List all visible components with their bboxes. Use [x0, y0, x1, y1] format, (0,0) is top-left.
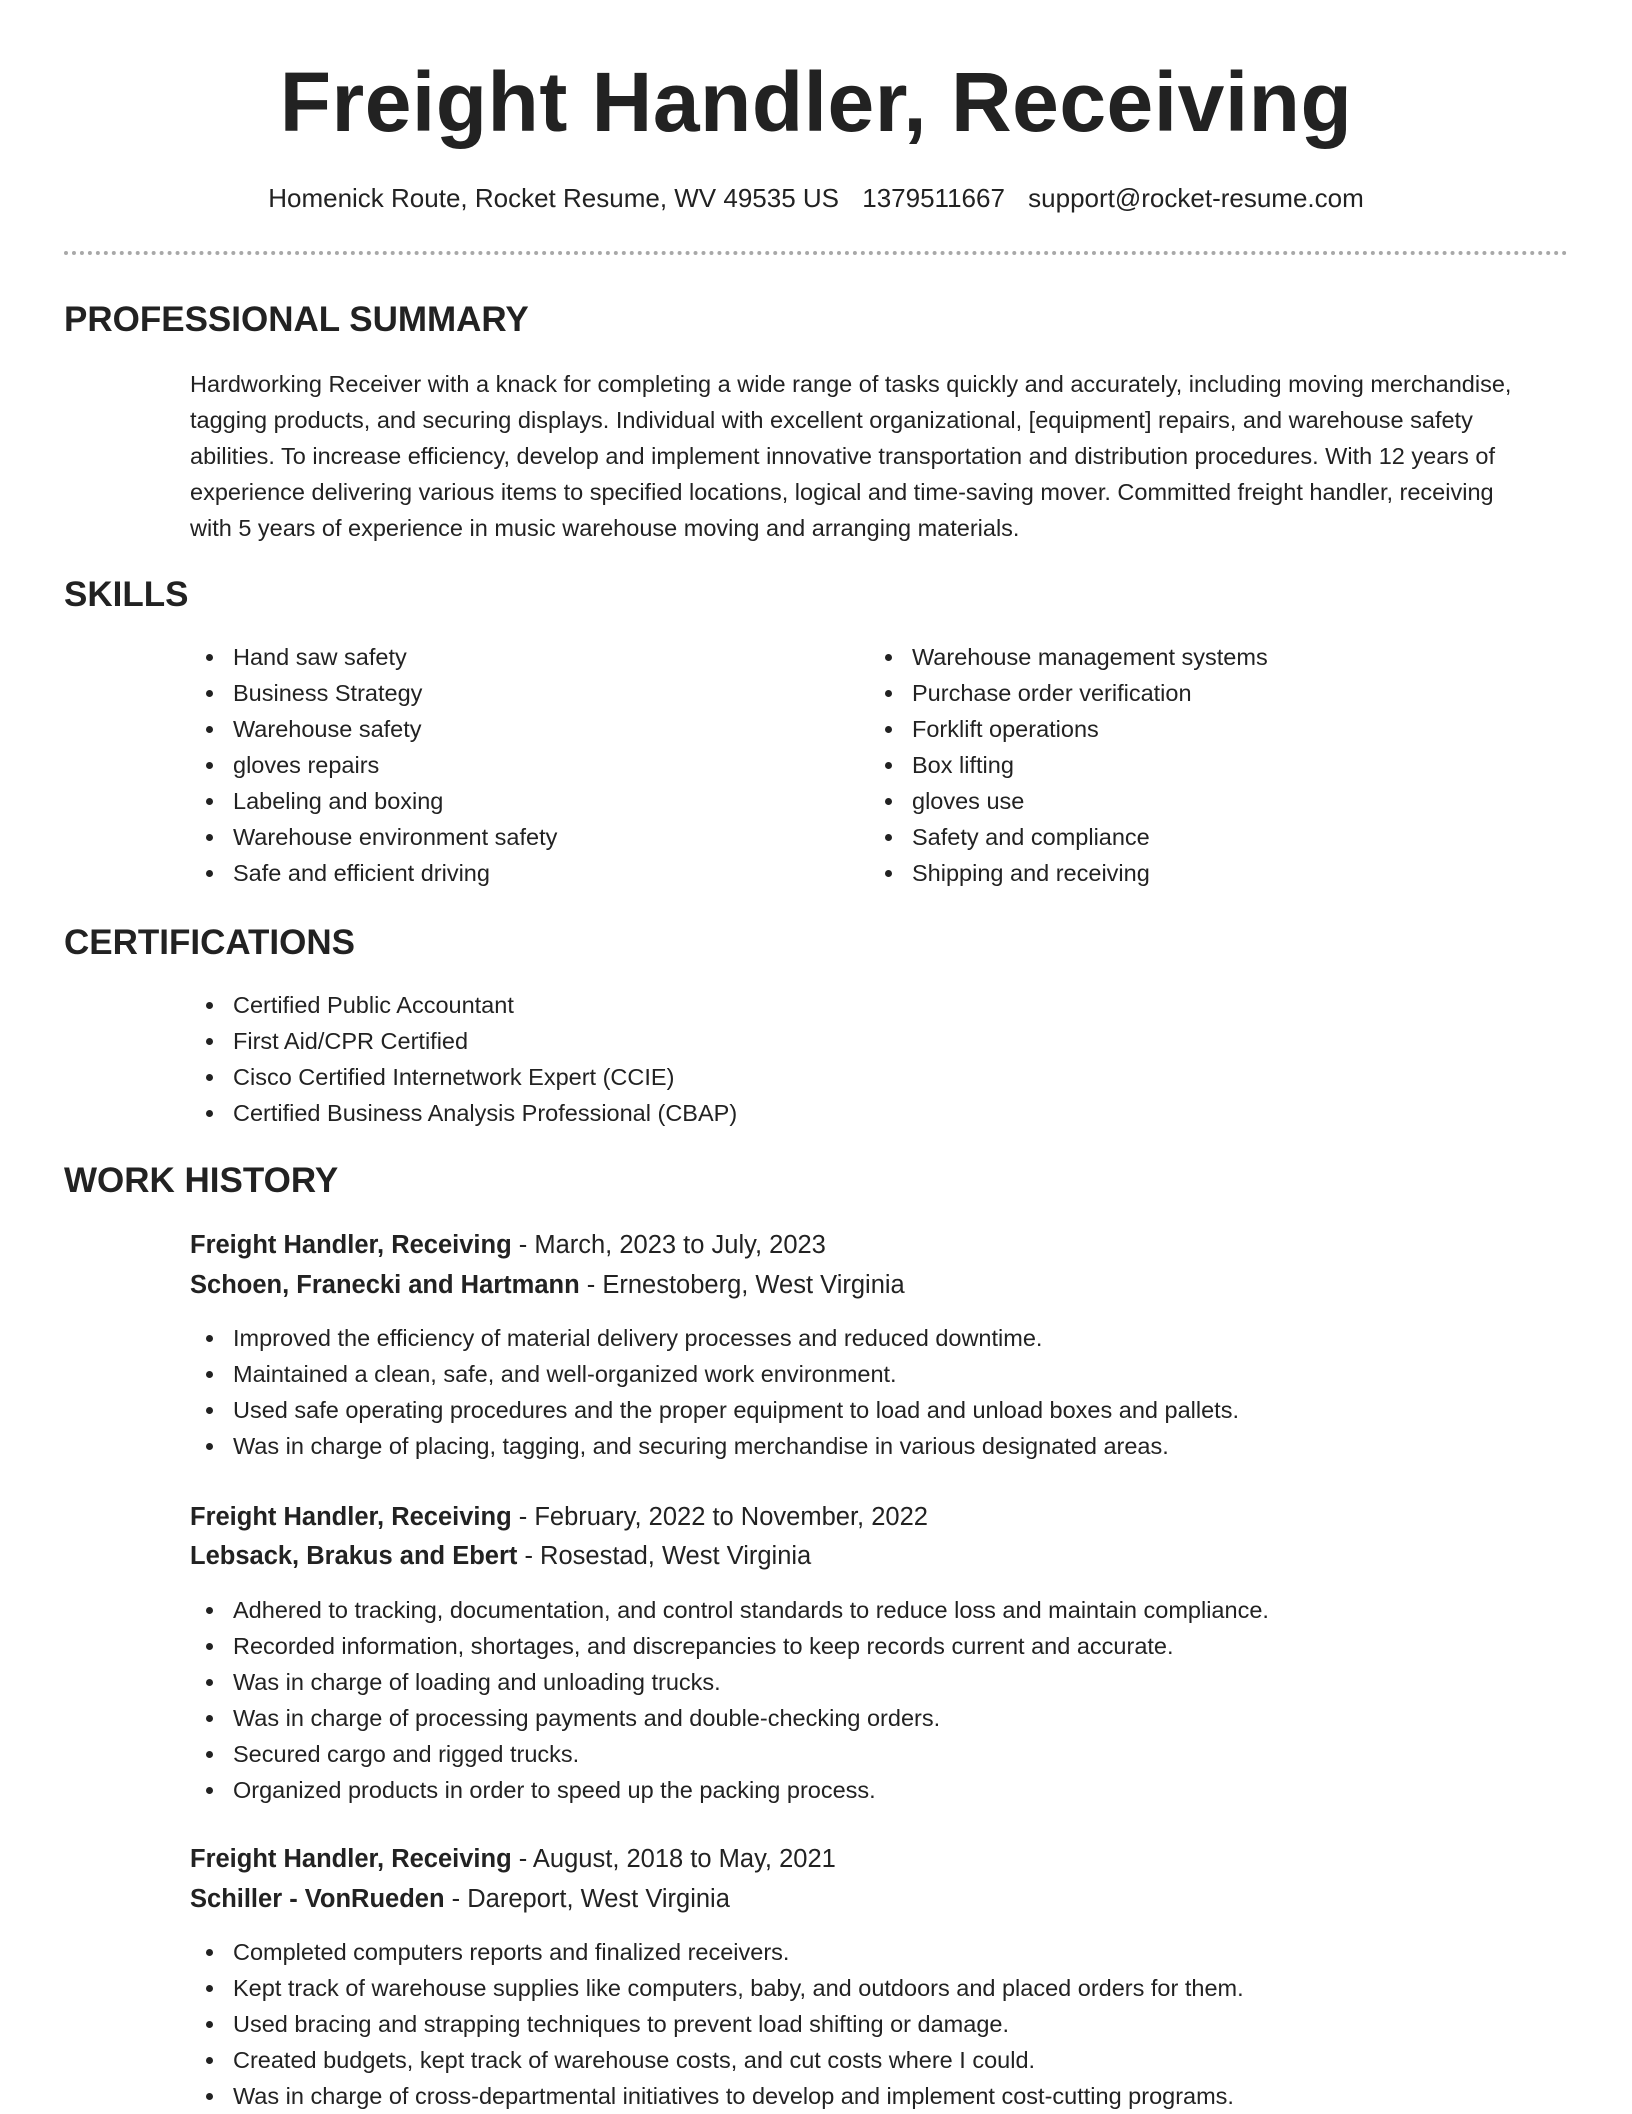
certification-item: Cisco Certified Internetwork Expert (CCIE) — [190, 1059, 737, 1095]
job-bullet: Recorded information, shortages, and discrepancies to keep records current and accurate. — [190, 1628, 1269, 1664]
skill-item: Safe and efficient driving — [190, 855, 557, 891]
job-bullet: Completed computers reports and finalized receivers. — [190, 1934, 1244, 1970]
contact-email: support@rocket-resume.com — [1028, 183, 1364, 213]
job-company-line — [190, 1536, 811, 1576]
job-bullet: Improved the efficiency of material delivery processes and reduced downtime. — [190, 1320, 1239, 1356]
summary-title: PROFESSIONAL SUMMARY — [64, 300, 529, 339]
job-bullet: Was in charge of placing, tagging, and securing merchandise in various designated areas. — [190, 1428, 1239, 1464]
skill-item: Warehouse management systems — [869, 639, 1268, 675]
header-divider — [64, 251, 1568, 255]
job-bullet: Was in charge of processing payments and double-checking orders. — [190, 1700, 1269, 1736]
job-dates: - March, 2023 to July, 2023 — [511, 1231, 826, 1259]
job-location: - Rosestad, West Virginia — [517, 1542, 812, 1570]
skills-list-left — [190, 639, 557, 891]
certification-item: First Aid/CPR Certified — [190, 1023, 737, 1059]
skills-title: SKILLS — [64, 575, 189, 614]
job-company: Schoen, Franecki and Hartmann — [190, 1271, 580, 1299]
skill-item: Business Strategy — [190, 675, 557, 711]
skill-item: Warehouse environment safety — [190, 819, 557, 855]
job-role: Freight Handler, Receiving — [190, 1503, 512, 1531]
job-company: Lebsack, Brakus and Ebert — [190, 1542, 518, 1570]
job-bullet: Used safe operating procedures and the proper equipment to load and unload boxes and pallets. — [190, 1392, 1239, 1428]
skill-item: gloves repairs — [190, 747, 557, 783]
certifications-title: CERTIFICATIONS — [64, 923, 356, 962]
job-company: Schiller - VonRueden — [190, 1885, 445, 1913]
job-dates: - August, 2018 to May, 2021 — [511, 1845, 836, 1873]
job-location: - Ernestoberg, West Virginia — [579, 1271, 905, 1299]
summary-text: Hardworking Receiver with a knack for completing a wide range of tasks quickly and accurately, including moving merchandise, tagging products, and securing displays. Individual with excellent organizational, [equipment] repairs, and warehouse safety abilities. To increase efficiency, develop and implement innovative transportation and distribution procedures. With 12 years of experience delivering various items to specified locations, logical and time-saving mover. Committed freight handler, receiving with 5 years of experience in music warehouse moving and arranging materials. — [190, 371, 1512, 541]
skill-item: Shipping and receiving — [869, 855, 1268, 891]
job-bullet: Created budgets, kept track of warehouse costs, and cut costs where I could. — [190, 2042, 1244, 2078]
job-company-line — [190, 1265, 905, 1305]
certification-item: Certified Public Accountant — [190, 987, 737, 1023]
job-title-line — [190, 1497, 928, 1537]
job-bullets — [190, 1320, 1239, 1464]
job-bullet: Used bracing and strapping techniques to prevent load shifting or damage. — [190, 2006, 1244, 2042]
job-title-line — [190, 1225, 826, 1265]
skill-item: Warehouse safety — [190, 711, 557, 747]
job-bullet: Organized products in order to speed up the packing process. — [190, 1772, 1269, 1808]
contact-address: Homenick Route, Rocket Resume, WV 49535 US — [268, 183, 840, 213]
candidate-name: Freight Handler, Receiving — [279, 55, 1353, 149]
job-location: - Dareport, West Virginia — [444, 1885, 730, 1913]
certification-item: Certified Business Analysis Professional (CBAP) — [190, 1095, 737, 1131]
contact-phone: 1379511667 — [862, 183, 1005, 213]
contact-line — [0, 180, 1632, 216]
skill-item: Hand saw safety — [190, 639, 557, 675]
skill-item: gloves use — [869, 783, 1268, 819]
job-bullets — [190, 1592, 1269, 1808]
job-role: Freight Handler, Receiving — [190, 1231, 512, 1259]
job-bullets — [190, 1934, 1244, 2114]
skill-item: Purchase order verification — [869, 675, 1268, 711]
skill-item: Box lifting — [869, 747, 1268, 783]
job-bullet: Maintained a clean, safe, and well-organized work environment. — [190, 1356, 1239, 1392]
work-history-title: WORK HISTORY — [64, 1161, 339, 1200]
job-title-line — [190, 1839, 836, 1879]
job-company-line — [190, 1879, 730, 1919]
skill-item: Forklift operations — [869, 711, 1268, 747]
job-bullet: Secured cargo and rigged trucks. — [190, 1736, 1269, 1772]
skill-item: Labeling and boxing — [190, 783, 557, 819]
job-bullet: Was in charge of cross-departmental initiatives to develop and implement cost-cutting programs. — [190, 2078, 1244, 2114]
job-role: Freight Handler, Receiving — [190, 1845, 512, 1873]
skill-item: Safety and compliance — [869, 819, 1268, 855]
job-bullet: Kept track of warehouse supplies like computers, baby, and outdoors and placed orders for them. — [190, 1970, 1244, 2006]
job-dates: - February, 2022 to November, 2022 — [511, 1503, 928, 1531]
certifications-list — [190, 987, 737, 1131]
skills-list-right — [869, 639, 1268, 891]
job-bullet: Adhered to tracking, documentation, and control standards to reduce loss and maintain compliance. — [190, 1592, 1269, 1628]
job-bullet: Was in charge of loading and unloading trucks. — [190, 1664, 1269, 1700]
